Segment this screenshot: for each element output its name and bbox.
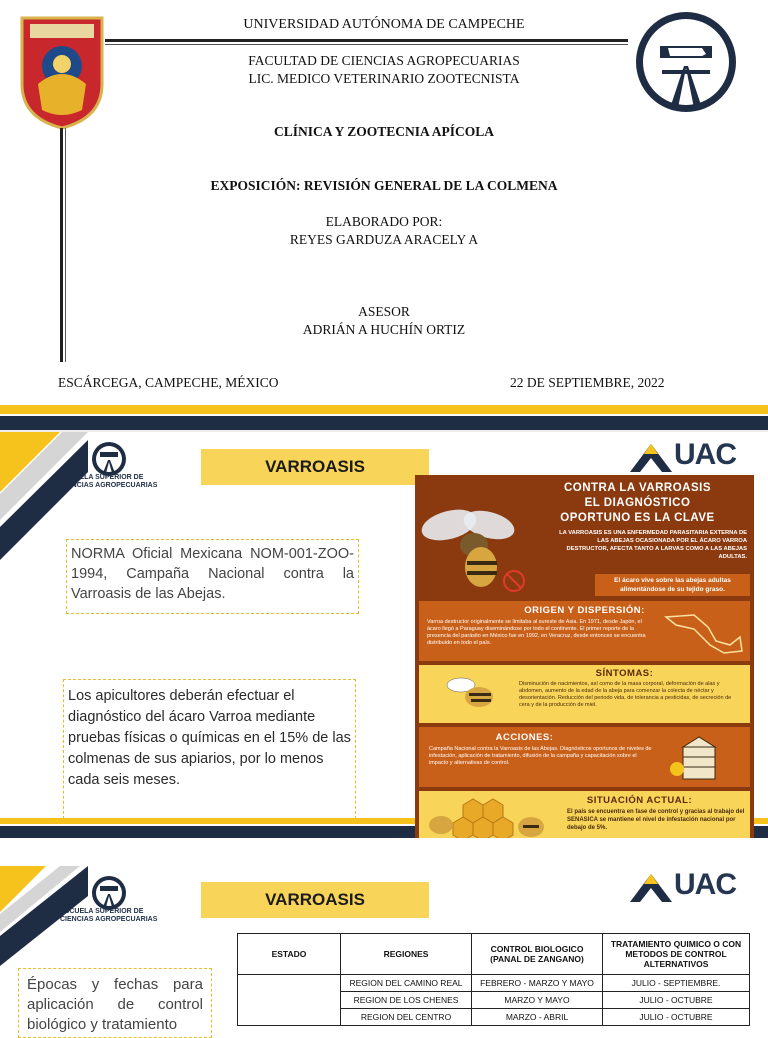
faculty-line-2: LIC. MEDICO VETERINARIO ZOOTECNISTA bbox=[248, 71, 520, 86]
table-cell: MARZO Y MAYO bbox=[472, 992, 603, 1009]
header-rule-thin bbox=[105, 44, 628, 45]
table-header: ESTADO bbox=[238, 934, 341, 975]
slide-gap bbox=[0, 838, 768, 866]
symptoms-section bbox=[419, 665, 750, 723]
mexico-map-icon bbox=[664, 611, 744, 655]
infographic-note: El ácaro vive sobre las abejas adultas alimentándose de su tejido graso. bbox=[595, 574, 750, 596]
table-row bbox=[238, 975, 750, 992]
infographic-heading bbox=[525, 481, 750, 526]
school-name bbox=[60, 908, 157, 924]
table-header-row bbox=[238, 934, 750, 975]
table-header: REGIONES bbox=[341, 934, 472, 975]
varroasis-infographic bbox=[415, 475, 754, 855]
school-name bbox=[60, 474, 157, 490]
symptoms-title: SÍNTOMAS: bbox=[595, 668, 654, 679]
slide-title: VARROASIS bbox=[201, 882, 429, 918]
infographic-heading-3: OPORTUNO ES LA CLAVE bbox=[560, 512, 715, 524]
uac-wordmark: UAC bbox=[674, 438, 736, 471]
table-cell: FEBRERO - MARZO Y MAYO bbox=[472, 975, 603, 992]
table-cell: REGION DEL CAMINO REAL bbox=[341, 975, 472, 992]
uac-triangle-icon bbox=[628, 442, 674, 474]
left-rule bbox=[60, 128, 63, 362]
treatment-table bbox=[237, 933, 750, 1026]
actions-section bbox=[419, 727, 750, 787]
school-name-line-2: CIENCIAS AGROPECUARIAS bbox=[60, 482, 158, 489]
actions-text: Campaña Nacional contra la Varroasis de las Abejas. Diagnósticos oportunos de niveles de infestación, aplicación de tratamiento, difusión de la campaña y capacitación sobre el impacto y alternativas de control. bbox=[429, 746, 652, 766]
current-text: El país se encuentra en fase de control y gracias al trabajo del SENASICA se mantiene el nivel de infestación nacional por debajo de 5%. bbox=[567, 809, 745, 831]
uac-triangle-icon bbox=[628, 872, 674, 904]
school-name-line-1: ESCUELA SUPERIOR DE bbox=[60, 908, 144, 915]
varroasis-slide-2 bbox=[0, 866, 768, 1033]
diagnosis-text: Los apicultores deberán efectuar el diagnóstico del ácaro Varroa mediante pruebas físicas o químicas en el 15% de las colmenas de sus apiarios, por lo menos cada seis meses. bbox=[63, 679, 356, 819]
table-cell: REGION DE LOS CHENES bbox=[341, 992, 472, 1009]
bee-illustration-icon bbox=[419, 485, 529, 595]
table-cell: JULIO - OCTUBRE bbox=[603, 1009, 750, 1026]
infographic-heading-2: EL DIAGNÓSTICO bbox=[584, 497, 691, 509]
side-text: Épocas y fechas para aplicación de control biológico y tratamiento bbox=[18, 968, 212, 1038]
table-cell: JULIO - OCTUBRE bbox=[603, 992, 750, 1009]
table-cell: REGION DEL CENTRO bbox=[341, 1009, 472, 1026]
current-title: SITUACIÓN ACTUAL: bbox=[586, 795, 693, 806]
origin-title: ORIGEN Y DISPERSIÓN: bbox=[524, 605, 645, 616]
origin-section bbox=[419, 601, 750, 661]
faculty-line-1: FACULTAD DE CIENCIAS AGROPECUARIAS bbox=[248, 53, 520, 68]
footer-stripe-navy bbox=[0, 416, 768, 430]
school-name-line-2: CIENCIAS AGROPECUARIAS bbox=[60, 916, 158, 923]
university-crest-icon bbox=[18, 14, 106, 130]
advisor-name: ADRIÁN A HUCHÍN ORTIZ bbox=[302, 322, 466, 337]
school-logo-icon bbox=[90, 440, 128, 478]
symptoms-text: Disminución de nacimientos, así como de la masa corporal, deformación de alas y abdomen, aumento de la edad de la abeja para comenzar la colecta de néctar y desorientación. Reducción del periodo vida, de tolerancia a pesticidas, de secreción de cera y de la producción de miel. bbox=[519, 681, 732, 708]
table-cell: JULIO - SEPTIEMBRE. bbox=[603, 975, 750, 992]
table-header: TRATAMIENTO QUIMICO O CON METODOS DE CONTROL ALTERNATIVOS bbox=[603, 934, 750, 975]
left-rule-thin bbox=[65, 128, 66, 362]
infographic-intro: LA VARROASIS ES UNA ENFERMEDAD PARASITARIA EXTERNA DE LAS ABEJAS OCASIONADA POR EL ÁCARO VARROA DESTRUCTOR, AFECTA TANTO A LARVAS COMO A LAS ABEJAS ADULTAS. bbox=[559, 530, 747, 560]
vet-school-logo-icon bbox=[632, 8, 740, 116]
cover-slide bbox=[0, 0, 768, 430]
course-title: CLÍNICA Y ZOOTECNIA APÍCOLA bbox=[274, 124, 494, 139]
footer-stripe-yellow bbox=[0, 405, 768, 414]
author-name: REYES GARDUZA ARACELY A bbox=[289, 232, 479, 247]
actions-title: ACCIONES: bbox=[495, 732, 554, 743]
table-header: CONTROL BIOLOGICO (PANAL DE ZANGANO) bbox=[472, 934, 603, 975]
beehive-icon bbox=[669, 733, 729, 783]
bee-small-icon bbox=[441, 671, 501, 717]
place: ESCÁRCEGA, CAMPECHE, MÉXICO bbox=[58, 375, 279, 390]
uac-wordmark: UAC bbox=[674, 868, 736, 901]
infographic-heading-1: CONTRA LA VARROASIS bbox=[563, 482, 712, 494]
origin-text: Varroa destructor originalmente se limitaba al sureste de Asia. En 1971, desde Japón, el ácaro llegó a Paraguay diseminándose por todo el continente. El primer reporte de la presencia del parásito en México fue en 1992, en Veracruz, desde entonces se encuentra distribuido en todo el país. bbox=[427, 619, 646, 646]
university-name: UNIVERSIDAD AUTÓNOMA DE CAMPECHE bbox=[243, 17, 525, 32]
exposition-title: EXPOSICIÓN: REVISIÓN GENERAL DE LA COLMENA bbox=[210, 178, 558, 193]
school-logo-icon bbox=[90, 874, 128, 912]
slide-gap bbox=[0, 430, 768, 432]
table-cell bbox=[238, 975, 341, 1026]
made-by-label: ELABORADO POR: bbox=[325, 214, 443, 229]
slide-title: VARROASIS bbox=[201, 449, 429, 485]
header-rule bbox=[105, 39, 628, 42]
norma-text: NORMA Oficial Mexicana NOM-001-ZOO-1994, Campaña Nacional contra la Varroasis de las Abejas. bbox=[66, 539, 359, 614]
table-cell: MARZO - ABRIL bbox=[472, 1009, 603, 1026]
date: 22 DE SEPTIEMBRE, 2022 bbox=[510, 375, 665, 390]
school-name-line-1: ESCUELA SUPERIOR DE bbox=[60, 474, 144, 481]
advisor-label: ASESOR bbox=[358, 304, 410, 319]
